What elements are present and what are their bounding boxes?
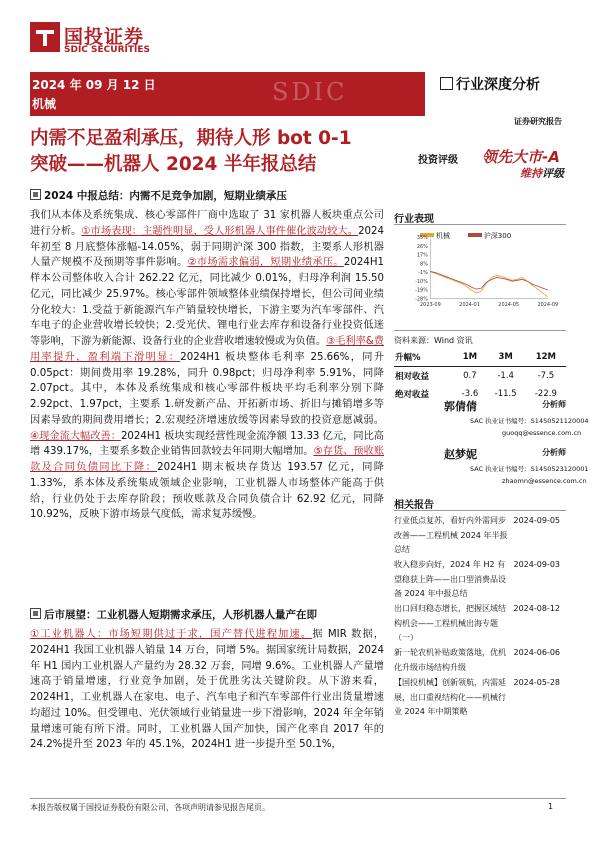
chart-source: 资料来源：Wind 资讯: [394, 336, 473, 345]
y-tick-label: -28%: [415, 296, 428, 303]
perf-heading: 行业表现: [394, 214, 434, 225]
x-tick-label: 2023-09: [420, 302, 441, 309]
analyst-cert: SAC 执业证书编号：S1450523120001: [470, 465, 589, 473]
x-tick-label: 2024-09: [537, 302, 559, 309]
rating-value: 领先大市-A: [482, 148, 560, 166]
highlighted-point: ②市场需求偏弱，短期业绩承压。: [187, 257, 344, 269]
table-cell: 绝对收益: [395, 390, 430, 400]
body-text: 我们从本体及系统集成、核心零部件厂商中选取了 31 家机器人板块重点公司进行分析。: [30, 210, 384, 237]
body-text: 2024H1 期末板块存货达 193.57 亿元，同降 1.33%，系本体及系统集成领域企业影响，工业机器人市场整体产能高于供给，行业仍处于去库存阶段；预收账款及合同负债合计 62.92 亿元，同降 10.92%，反映下游市场景气度低，需求复苏缓慢。: [30, 462, 384, 521]
page-title-line-1: 内需不足盈利承压，期待人形 bot 0-1: [30, 128, 352, 149]
highlighted-point: ③毛利率&费用率提升，盈利端下滑明显：: [30, 336, 384, 363]
table-header-cell: 1M: [454, 348, 485, 367]
x-tick-label: 2024-05: [498, 302, 520, 309]
industry-performance-chart: [394, 226, 566, 312]
footer-divider: [30, 798, 566, 799]
highlighted-point: ⑤存货、预收账款及合同负债同比下降：: [30, 446, 385, 473]
legend-label: 沪深300: [483, 232, 512, 240]
section-heading-outlook: 后市展望：工业机器人短期需求承压，人形机器人量产在即: [30, 607, 317, 622]
table-cell: -22.9: [534, 389, 557, 399]
highlighted-point: ①市场表现：主题性明显，受人形机器人事件催化波动较大。: [81, 225, 359, 237]
table-header-row: [394, 348, 566, 367]
performance-table: [394, 348, 566, 403]
section-marker-icon: [30, 189, 41, 200]
analyst-email[interactable]: guoqq@essence.com.cn: [502, 429, 582, 437]
body-text: 2024H1 板块实现经营性现金流净额 13.33 亿元，同比高增 439.17%，主要系多数企业销售回款较去年同期大幅增加。: [30, 430, 384, 458]
section-marker-icon: [30, 608, 41, 619]
y-tick-label: -1%: [418, 270, 428, 277]
y-tick-label: 35%: [416, 235, 428, 242]
analyst-cert: SAC 执业证书编号：S1450521120004: [470, 417, 589, 425]
related-report[interactable]: 出口回归稳态增长，把握区域结构机会——工程机械出海专题（一） 2024-08-12: [394, 604, 560, 642]
chart-icon: [440, 77, 453, 90]
table-cell: -7.5: [537, 371, 555, 381]
table-header-cell: 升幅%: [394, 348, 454, 367]
page-number: 1: [548, 802, 554, 811]
analyst-email[interactable]: zhaomn@essence.com.cn: [502, 477, 587, 485]
banner-watermark: SDIC: [272, 78, 348, 106]
y-tick-label: 17%: [416, 252, 428, 259]
header-banner: [30, 72, 425, 116]
rating-label: 投资评级: [418, 155, 458, 166]
logo-subtext: SDIC SECURITIES: [64, 45, 150, 55]
related-report[interactable]: 收入稳步向好，2024 年 H2 有望稳获上阵——出口型消费品设备 2024 年中报总结 2024-09-03: [394, 560, 560, 598]
related-report[interactable]: 新一轮农机补贴政策落地，优机化升级市场结构升级 2024-06-06: [394, 648, 560, 672]
table-cell: 相对收益: [395, 372, 430, 382]
divider: [394, 510, 566, 511]
series-line-机械: [430, 272, 547, 297]
report-type: 行业深度分析: [440, 74, 540, 94]
logo-icon: [30, 22, 60, 52]
page-title-line-2: 突破——机器人 2024 半年报总结: [30, 154, 317, 175]
x-tick-label: 2024-01: [459, 302, 480, 309]
analyst-name: 郭倩倩: [444, 400, 477, 413]
rating-status: 维持评级: [520, 167, 564, 180]
body-text: 2024H1 板块整体毛利率 25.66%，同升 0.05pct：期间费用率 19.28%，同升 0.98pct；归母净利率 5.91%，同降 2.07pct。其中，本体及系统集成和核心零部件板块平均毛利率分别下降 2.92pct、1.97pct，主要系 1.研发新产品、开拓新市场、折旧与摊销增多等因素导致的期间费用增长；2.宏观经济增速放缓等因素导致的投资意愿减弱。: [30, 351, 385, 426]
logo-text: 国投证券: [64, 26, 145, 48]
table-row: [394, 367, 566, 386]
section-body-outlook: [30, 627, 384, 753]
analyst-role: 分析师: [542, 448, 566, 457]
analyst-card: [394, 446, 589, 490]
related-report[interactable]: 【国投机械】创新领航，内需延展，出口重视结构化——机械行业 2024 年中期策略 2024-05-28: [394, 678, 560, 716]
divider: [394, 224, 566, 225]
table-cell: -11.5: [494, 389, 517, 399]
table-cell: -1.4: [497, 371, 514, 381]
y-tick-label: -19%: [415, 287, 428, 294]
table-cell: 0.7: [463, 371, 477, 381]
section-heading-summary: 2024 中报总结：内需不足竞争加剧，短期业绩承压: [30, 188, 287, 203]
section-body-summary: [30, 208, 384, 523]
divider: [394, 330, 566, 331]
industry-label: 机械: [32, 97, 57, 111]
footer-disclaimer: 本报告版权属于国投证券股份有限公司，各项声明请参见报告尾页。: [30, 803, 270, 812]
related-heading: 相关报告: [394, 500, 434, 511]
series-line-沪深300: [430, 272, 547, 290]
highlighted-point: ①工业机器人：市场短期供过于求，国产替代进程加速。: [30, 629, 313, 640]
report-subtitle: 证券研究报告: [514, 117, 562, 126]
analyst-card: [394, 398, 589, 442]
analyst-name: 赵梦妮: [444, 448, 477, 461]
table-cell: -3.6: [461, 389, 479, 399]
y-tick-label: 8%: [420, 261, 428, 268]
y-tick-label: -10%: [415, 278, 428, 285]
analyst-role: 分析师: [542, 400, 566, 409]
table-header-cell: 3M: [486, 348, 526, 367]
body-text: 2024H1 样本公司整体收入合计 262.22 亿元，同比减少 0.01%，归母净利润 15.50 亿元，同比减少 25.97%。核心零部件领域整体业绩保持增长，但公司间业绩分化较大：1.受益于新能源汽车产销量较快增长，下游主要为汽车零部件、汽车电子的企业营收增长较快；2.受光伏、锂电行业去库存和设备行业投资低迷等影响，下游为新能源、设备行业的企业营收增速较慢或为负值。: [30, 257, 384, 347]
related-report[interactable]: 行业低点复苏，看好内外需同步改善——工程机械 2024 年半报总结 2024-09-05: [394, 516, 560, 554]
report-date: 2024 年 09 月 12 日: [32, 78, 156, 92]
body-text: 2024 年初至 8 月底整体涨幅-14.05%，弱于同期沪深 300 指数，主要系人形机器人量产规模不及预期等事件影响。: [30, 225, 385, 269]
highlighted-point: ④现金流大幅改善：: [30, 430, 121, 442]
table-header-cell: 12M: [526, 348, 566, 367]
y-tick-label: 26%: [416, 243, 428, 250]
body-text: 据 MIR 数据，2024H1 我国工业机器人销量 14 万台，同增 5%。据国家统计局数据，2024 年 H1 国内工业机器人产量约为 28.32 万套，同增 9.6%。工业机器人产量增速高于销量增速，行业竞争加剧，处于优胜劣汰关键阶段。从下游来看，2024H1，工业机器人在家电、电子、汽车电子和汽车零部件行业出货量增速均超过 10%。但受锂电、光伏领域行业销量进一步下滑影响，2024 年全年销量增速可能有所下滑。同时，工业机器人国产加快，国产化率自 2017 年的 24.2%提升至 2023 年的 45.1%，2024H1 进一步提升至 50.1%，: [30, 629, 384, 751]
legend-label: 机械: [436, 232, 450, 240]
